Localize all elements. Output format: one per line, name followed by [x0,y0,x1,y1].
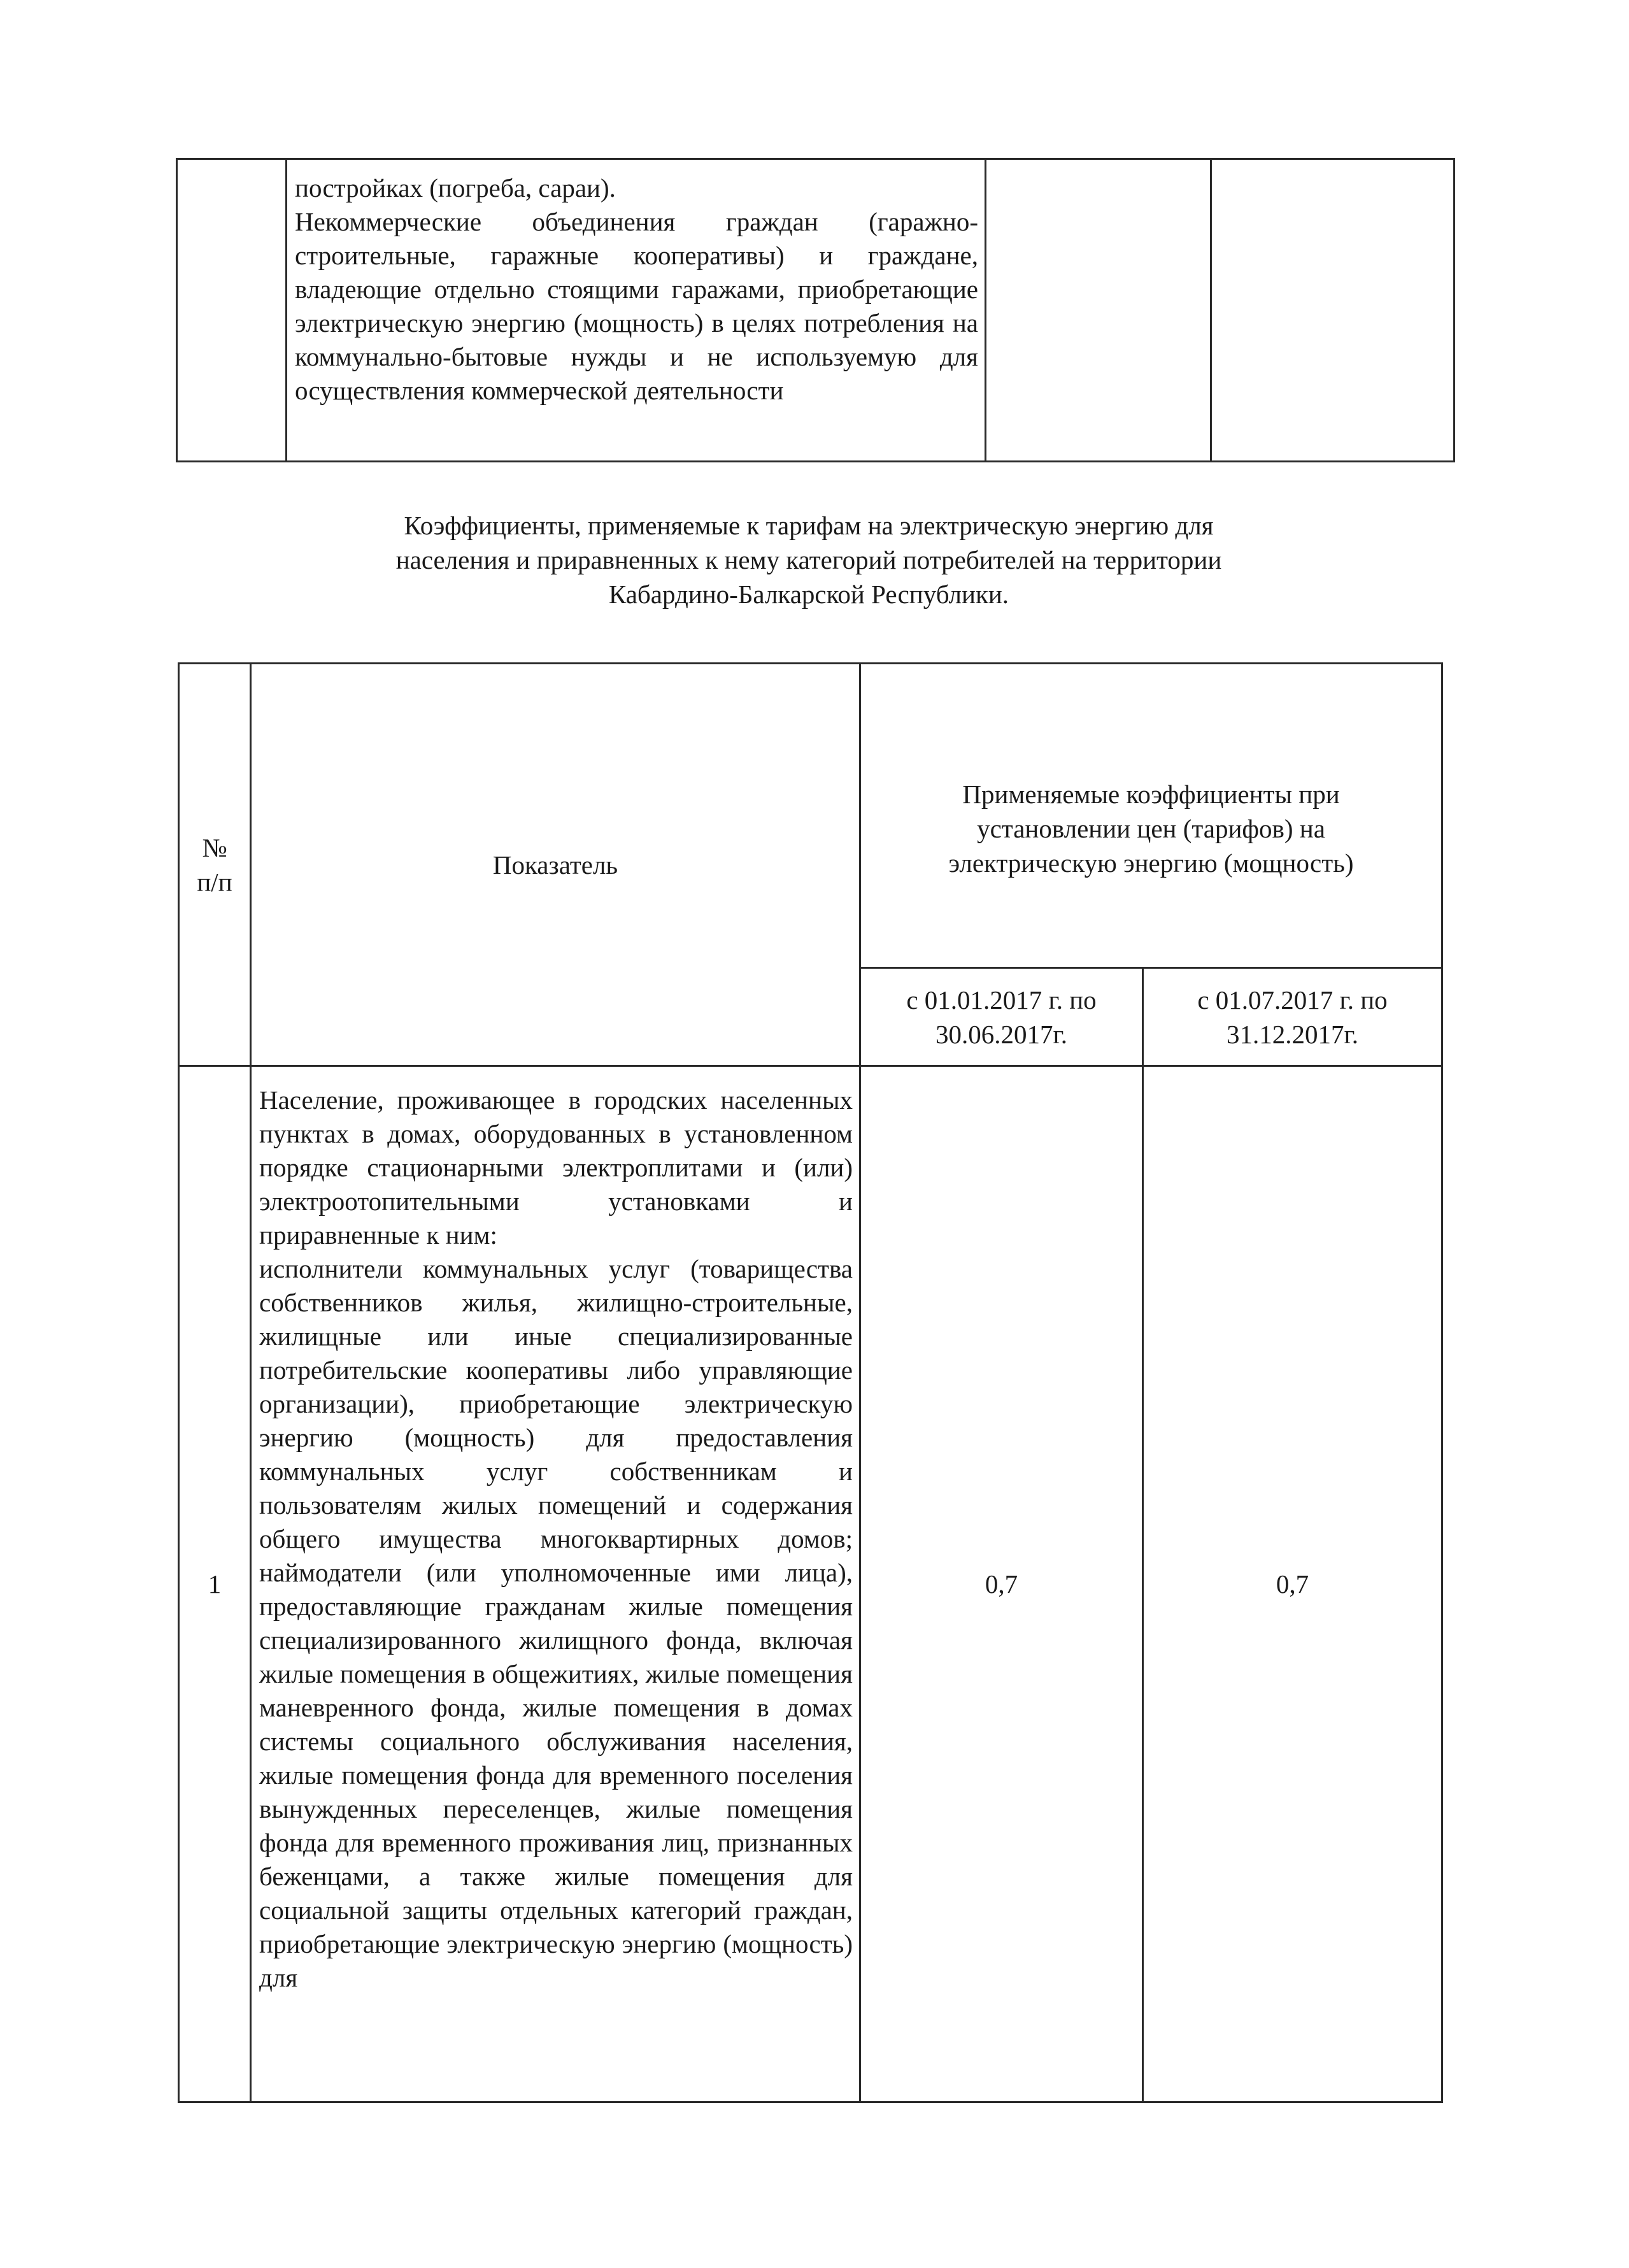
table-row [179,1066,1442,2102]
row-text: исполнители коммунальных услуг (товарищества собственников жилья, жилищно-строительные, жилищные или иные специализированные потребительские кооперативы либо управляющие организации), приобретающие электрическую энергию (мощность) для предоставления коммунальных услуг собственникам и пользователям жилых помещений и содержания общего имущества многоквартирных домов; наймодатели (или уполномоченные ими лица), предоставляющие гражданам жилые помещения специализированного жилищного фонда, включая жилые помещения в общежитиях, жилые помещения маневренного фонда, жилые помещения в домах системы социального обслуживания населения, жилые помещения фонда для временного поселения вынужденных переселенцев, жилые помещения фонда для временного проживания лиц, признанных беженцами, а также жилые помещения для социальной защиты отдельных категорий граждан, приобретающие электрическую энергию (мощность) для [259,1254,853,1992]
header-num-cell [179,664,251,1066]
value-cell [986,159,1211,462]
row-text: Население, проживающее в городских населенных пунктах в домах, оборудованных в установленном порядке стационарными электроплитами и (или) электроотопительными установками и приравненные к ним: [259,1085,853,1250]
row-indicator-cell [251,1066,860,2102]
header-coefficients: Применяемые коэффициенты при установлении цен (тарифов) на электрическую энергию (мощность) [948,779,1354,878]
header-period1-cell [860,968,1143,1066]
header-period1: с 01.01.2017 г. по 30.06.2017г. [906,985,1097,1049]
row-value1: 0,7 [860,1066,1143,2102]
document-heading [280,508,1337,611]
heading-line: Кабардино-Балкарской Республики. [608,580,1009,609]
row-num: 1 [179,1066,251,2102]
num-cell [177,159,287,462]
header-period2: с 01.07.2017 г. по 31.12.2017г. [1197,985,1388,1049]
header-indicator: Показатель [492,850,618,880]
continuation-table [176,158,1455,462]
header-period2-cell [1143,968,1442,1066]
header-coefficients-cell [860,664,1442,968]
heading-line: населения и приравненных к нему категорий потребителей на территории [395,545,1222,574]
heading-line: Коэффициенты, применяемые к тарифам на электрическую энергию для [404,511,1214,540]
cell-text-line: Некоммерческие объединения граждан (гаражно-строительные, гаражные кооперативы) и граждане, владеющие отдельно стоящими гаражами, приобретающие электрическую энергию (мощность) в целях потребления на коммунально-бытовые нужды и не используемую для осуществления коммерческой деятельности [295,207,978,405]
table-row [177,159,1455,462]
category-cell [287,159,986,462]
header-indicator-cell [251,664,860,1066]
coefficients-table [178,662,1443,2103]
cell-text-line: постройках (погреба, сараи). [295,173,616,203]
value-cell [1211,159,1455,462]
header-num: № п/п [197,832,232,897]
header-row [179,664,1442,968]
row-value2: 0,7 [1143,1066,1442,2102]
